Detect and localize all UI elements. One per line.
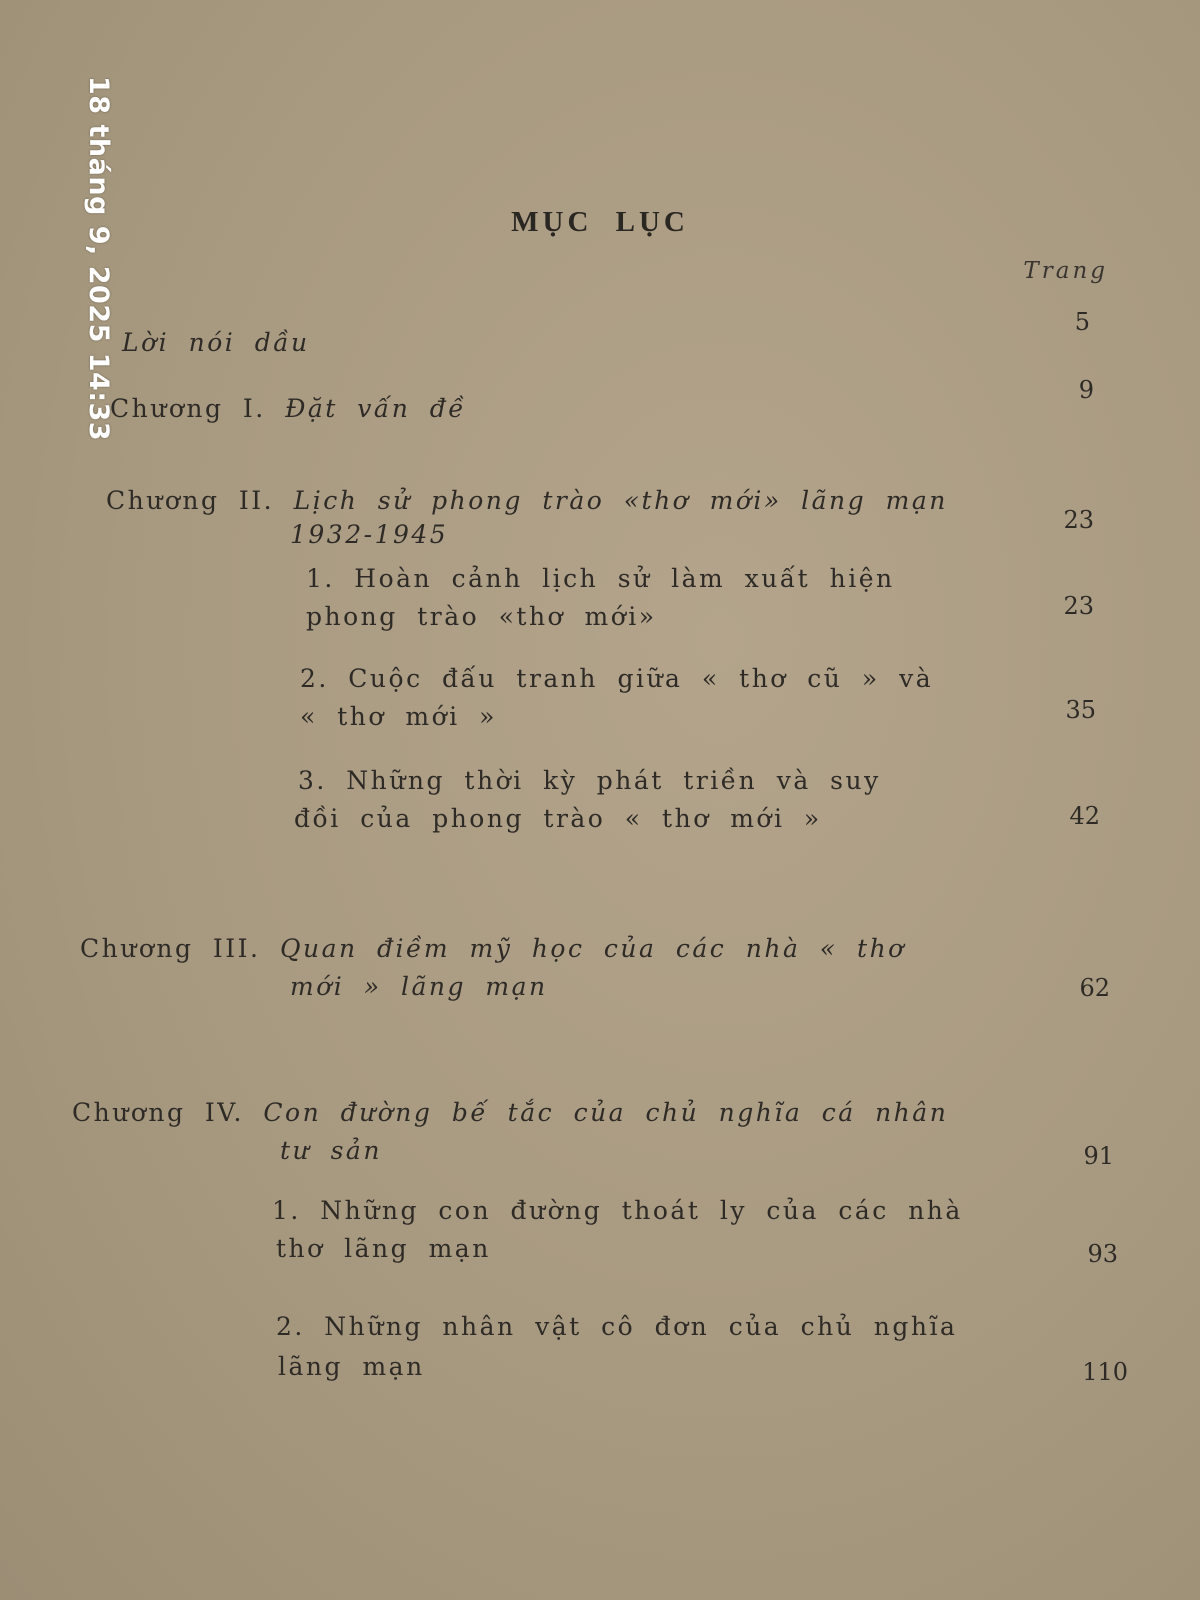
toc-ch1-page: 9 bbox=[1078, 376, 1094, 404]
toc-preface-page: 5 bbox=[1074, 308, 1090, 336]
toc-ch2-s1-line2: phong trào «thơ mới» bbox=[306, 602, 657, 631]
toc-ch4-entry bbox=[72, 1098, 948, 1127]
toc-ch4-s2-page: 110 bbox=[1082, 1358, 1128, 1386]
toc-ch1-label: Chương I. bbox=[110, 394, 266, 423]
toc-ch2-s3-page: 42 bbox=[1069, 802, 1100, 830]
toc-preface-title: Lời nói dầu bbox=[122, 328, 310, 357]
toc-ch2-s3-line1: 3. Những thời kỳ phát triền và suy bbox=[298, 766, 881, 795]
toc-ch2-page: 23 bbox=[1063, 506, 1094, 534]
toc-ch3-page: 62 bbox=[1079, 974, 1110, 1002]
toc-ch2-s2-page: 35 bbox=[1065, 696, 1096, 724]
toc-ch2-label: Chương II. bbox=[106, 486, 275, 515]
toc-ch3-title-line1: Quan điềm mỹ học của các nhà « thơ bbox=[279, 934, 906, 963]
toc-ch4-label: Chương IV. bbox=[72, 1098, 244, 1127]
page-column-header: Trang bbox=[1023, 258, 1108, 284]
toc-ch2-title-line2: 1932-1945 bbox=[290, 520, 449, 549]
toc-ch3-label: Chương III. bbox=[80, 934, 261, 963]
toc-ch4-page: 91 bbox=[1083, 1142, 1114, 1170]
toc-ch4-title-line1: Con đường bế tắc của chủ nghĩa cá nhân bbox=[263, 1098, 949, 1127]
toc-ch2-title-line1: Lịch sử phong trào «thơ mới» lãng mạn bbox=[293, 486, 948, 515]
toc-ch2-s1-line1: 1. Hoàn cảnh lịch sử làm xuất hiện bbox=[306, 564, 895, 593]
toc-ch2-s2-line1: 2. Cuộc đấu tranh giữa « thơ cũ » và bbox=[300, 664, 934, 693]
toc-ch3-title-line2: mới » lãng mạn bbox=[290, 972, 548, 1001]
toc-ch2-s3-line2: đồi của phong trào « thơ mới » bbox=[294, 804, 822, 833]
toc-ch1-title: Đặt vấn đề bbox=[285, 394, 467, 423]
toc-ch4-title-line2: tư sản bbox=[280, 1136, 382, 1165]
toc-ch1-entry bbox=[110, 394, 466, 423]
toc-ch2-s2-line2: « thơ mới » bbox=[300, 702, 497, 731]
toc-ch4-s2-line1: 2. Những nhân vật cô đơn của chủ nghĩa bbox=[276, 1312, 958, 1341]
toc-ch2-s1-page: 23 bbox=[1063, 592, 1094, 620]
page-title: MỤC LỤC bbox=[511, 206, 689, 238]
toc-ch3-entry bbox=[80, 934, 906, 963]
toc-ch2-entry bbox=[106, 486, 948, 515]
toc-ch4-s1-page: 93 bbox=[1087, 1240, 1118, 1268]
toc-ch4-s1-line1: 1. Những con đường thoát ly của các nhà bbox=[272, 1196, 963, 1225]
photo-timestamp: 18 tháng 9, 2025 14:33 bbox=[83, 76, 114, 442]
toc-ch4-s1-line2: thơ lãng mạn bbox=[276, 1234, 491, 1263]
toc-ch4-s2-line2: lãng mạn bbox=[278, 1352, 425, 1381]
